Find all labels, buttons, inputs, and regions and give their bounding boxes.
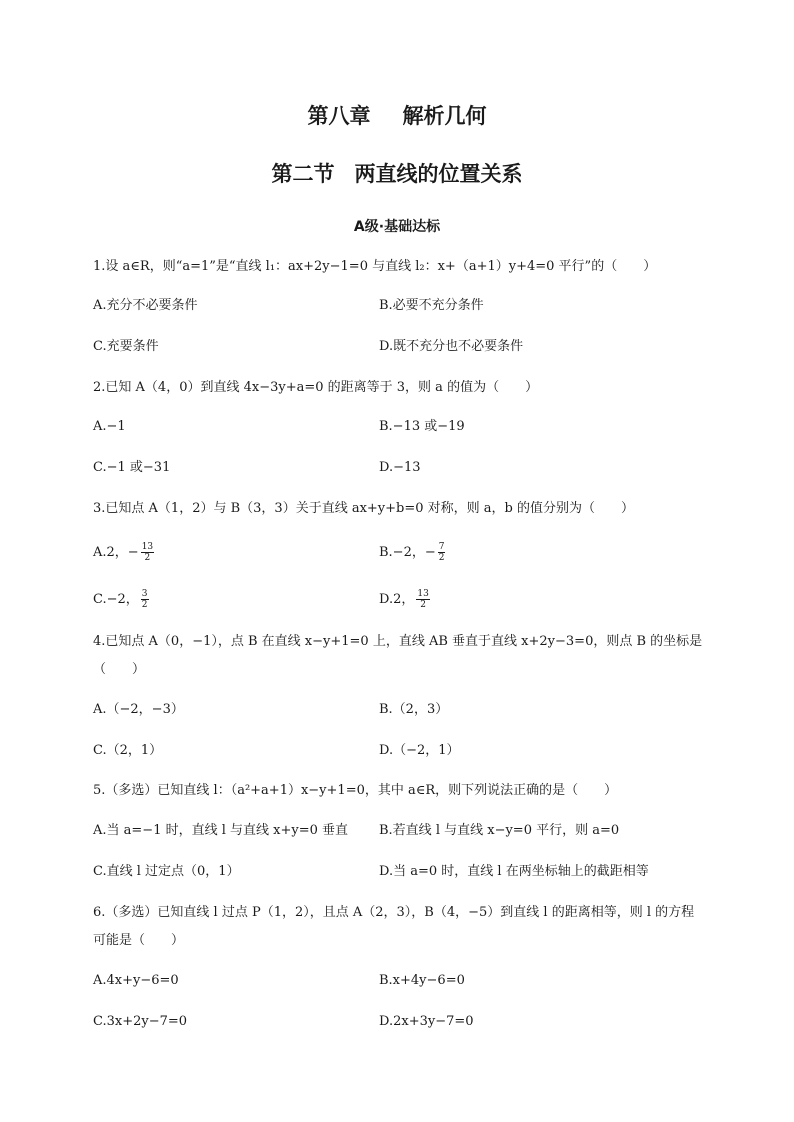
question-3-option-a: A.2，− $\frac{13}{2}$ (93, 542, 154, 563)
chapter-name: 解析几何 (402, 104, 487, 128)
fraction: $\frac{13}{2}$ (141, 542, 154, 563)
question-4-stem: 4.已知点 A（0，−1），点 B 在直线 x−y+1=0 上，直线 AB 垂直于直线 x+2y−3=0，则点 B 的坐标是（ ） (93, 634, 703, 677)
question-5-option-b: B.若直线 l 与直线 x−y=0 平行，则 a=0 (379, 823, 620, 838)
question-2-option-d: D.−13 (379, 460, 421, 475)
question-3-stem: 3.已知点 A（1，2）与 B（3，3）关于直线 ax+y+b=0 对称，则 a，b 的值分别为（ ） (93, 501, 634, 516)
question-3-option-b: B.−2，− $\frac{7}{2}$ (379, 542, 445, 563)
question-5-option-d: D.当 a=0 时，直线 l 在两坐标轴上的截距相等 (379, 864, 649, 879)
question-2-option-a: A.−1 (93, 419, 126, 434)
question-6-option-d: D.2x+3y−7=0 (379, 1014, 474, 1029)
question-1-option-a: A.充分不必要条件 (93, 298, 198, 313)
question-3-option-d: D.2， $\frac{13}{2}$ (379, 589, 429, 610)
question-2-option-b: B.−13 或−19 (379, 419, 465, 434)
fraction: $\frac{13}{2}$ (417, 589, 429, 610)
question-5-stem: 5.（多选）已知直线 l：（a²+a+1）x−y+1=0，其中 a∈R，则下列说法正确的是（ ） (93, 783, 618, 798)
fraction: $\frac{7}{2}$ (438, 542, 445, 563)
question-1-option-c: C.充要条件 (93, 339, 159, 354)
question-2-stem: 2.已知 A（4，0）到直线 4x−3y+a=0 的距离等于 3，则 a 的值为（ ） (93, 380, 539, 395)
question-6-option-b: B.x+4y−6=0 (379, 973, 465, 988)
question-5-option-a: A.当 a=−1 时，直线 l 与直线 x+y=0 垂直 (93, 823, 349, 838)
chapter-number: 第八章 (307, 104, 371, 128)
question-4-option-a: A.（−2，−3） (93, 702, 184, 717)
question-5-option-c: C.直线 l 过定点（0，1） (93, 864, 240, 879)
section-name: 两直线的位置关系 (354, 162, 523, 186)
question-1-stem: 1.设 a∈R，则“a=1”是“直线 l₁：ax+2y−1=0 与直线 l₂：x+（a+1）y+4=0 平行”的（ ） (93, 259, 657, 274)
question-3-option-c: C.−2， $\frac{3}{2}$ (93, 589, 148, 610)
question-6-stem: 6.（多选）已知直线 l 过点 P（1，2），且点 A（2，3），B（4，−5）到直线 l 的距离相等，则 l 的方程可能是（ ） (93, 905, 695, 948)
level-heading: A级·基础达标 (353, 219, 441, 235)
question-1-option-b: B.必要不充分条件 (379, 298, 484, 313)
question-1-option-d: D.既不充分也不必要条件 (379, 339, 524, 354)
section-title (0, 158, 794, 188)
fraction: $\frac{3}{2}$ (141, 589, 148, 610)
question-4-option-c: C.（2，1） (93, 743, 163, 758)
question-4-option-b: B.（2，3） (379, 702, 449, 717)
question-2-option-c: C.−1 或−31 (93, 460, 171, 475)
question-4-option-d: D.（−2，1） (379, 743, 460, 758)
question-6-option-c: C.3x+2y−7=0 (93, 1014, 188, 1029)
section-number: 第二节 (271, 162, 335, 186)
question-6-option-a: A.4x+y−6=0 (93, 973, 179, 988)
chapter-title (0, 100, 794, 130)
